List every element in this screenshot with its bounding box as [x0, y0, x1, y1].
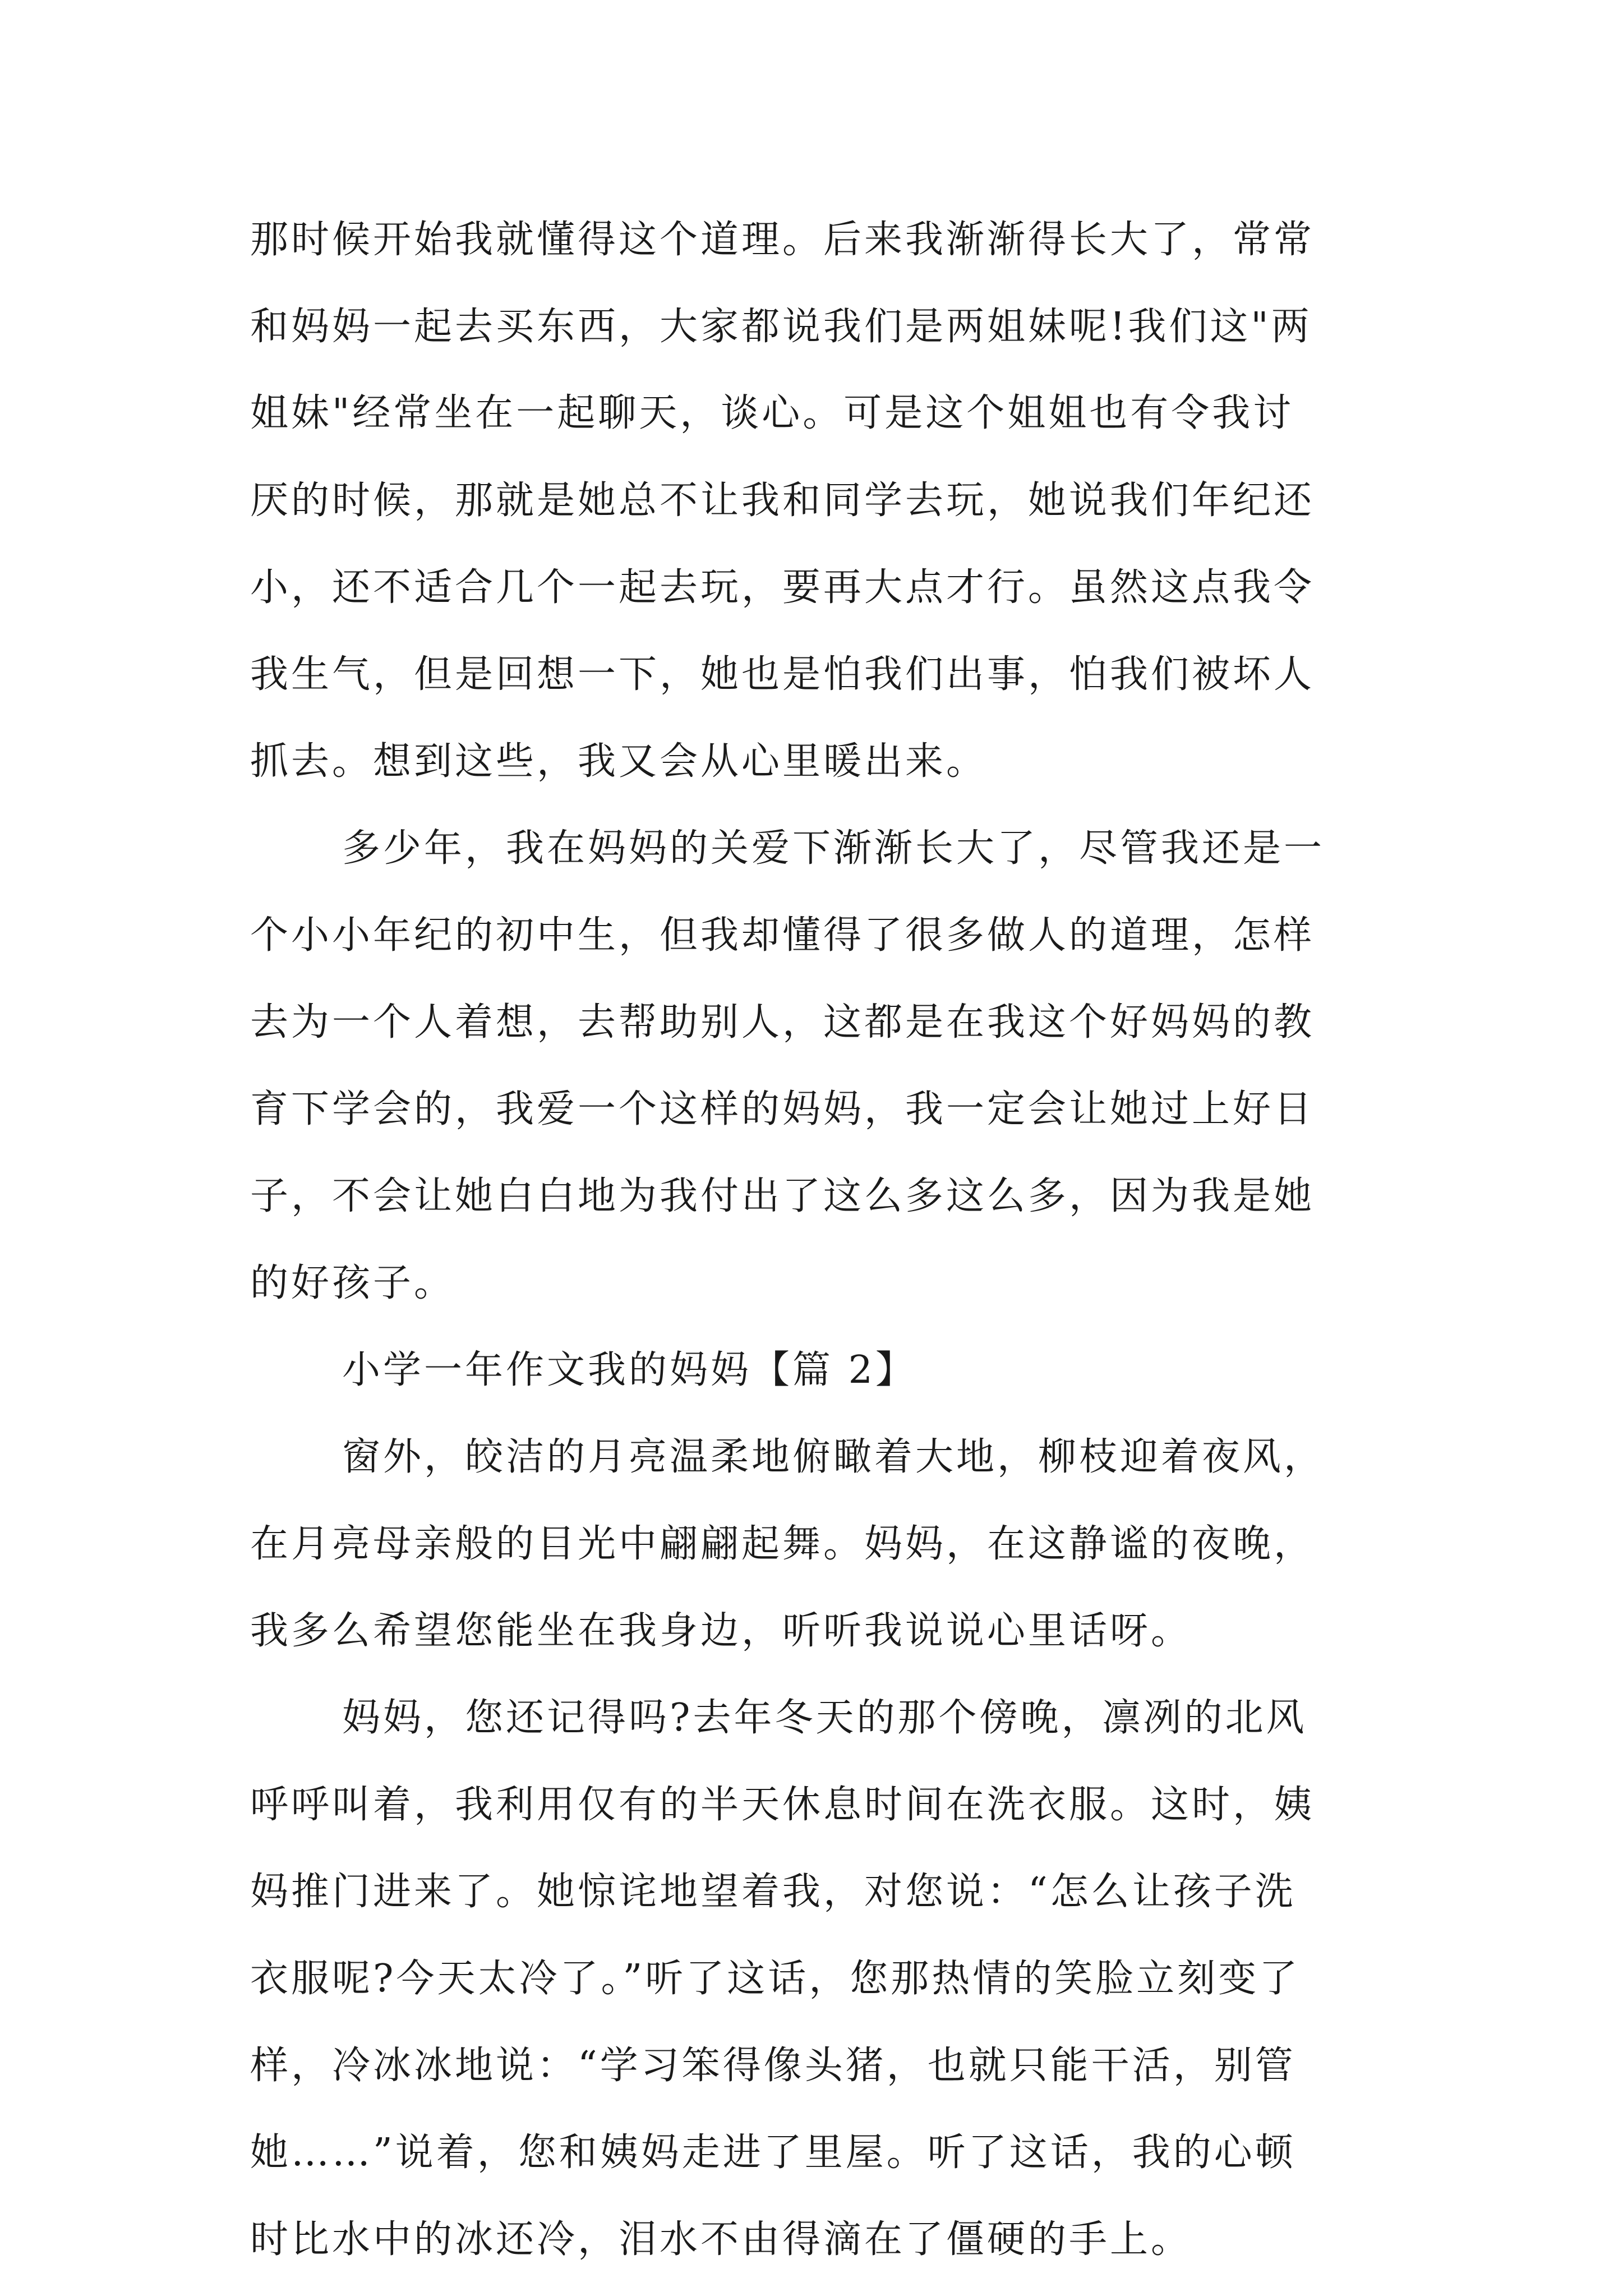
section-heading: 小学一年作文我的妈妈【篇 2】 — [342, 1348, 916, 1392]
text-line: 呼呼叫着，我利用仅有的半天休息时间在洗衣服。这时，姨 — [250, 1783, 1315, 1827]
text-line: 样，冷冰冰地说：“学习笨得像头猪，也就只能干活，别管 — [250, 2044, 1296, 2088]
text-line: 去为一个人着想，去帮助别人，这都是在我这个好妈妈的教 — [250, 1000, 1315, 1045]
text-line: 个小小年纪的初中生，但我却懂得了很多做人的道理，怎样 — [250, 913, 1315, 958]
paragraph-start-line: 妈妈，您还记得吗?去年冬天的那个傍晚，凛冽的北风 — [342, 1696, 1307, 1740]
text-line: 那时候开始我就懂得这个道理。后来我渐渐得长大了，常常 — [250, 218, 1315, 262]
text-line: 我多么希望您能坐在我身边，听听我说说心里话呀。 — [250, 1609, 1192, 1653]
text-line: 和妈妈一起去买东西，大家都说我们是两姐妹呢!我们这"两 — [250, 305, 1312, 349]
text-line: 的好孩子。 — [250, 1261, 455, 1305]
paragraph-start-line: 多少年，我在妈妈的关爱下渐渐长大了，尽管我还是一 — [342, 826, 1325, 871]
text-line: 育下学会的，我爱一个这样的妈妈，我一定会让她过上好日 — [250, 1087, 1315, 1131]
text-line: 衣服呢?今天太冷了。”听了这话，您那热情的笑脸立刻变了 — [250, 1957, 1301, 2001]
text-line: 她……”说着，您和姨妈走进了里屋。听了这话，我的心顿 — [250, 2131, 1296, 2175]
text-line: 在月亮母亲般的目光中翩翩起舞。妈妈，在这静谧的夜晚， — [250, 1522, 1315, 1566]
text-line: 抓去。想到这些，我又会从心里暖出来。 — [250, 739, 988, 784]
text-line: 妈推门进来了。她惊诧地望着我，对您说：“怎么让孩子洗 — [250, 1870, 1296, 1914]
text-line: 小，还不适合几个一起去玩，要再大点才行。虽然这点我令 — [250, 565, 1315, 610]
paragraph-start-line: 窗外，皎洁的月亮温柔地俯瞰着大地，柳枝迎着夜风， — [342, 1435, 1325, 1479]
text-line: 我生气，但是回想一下，她也是怕我们出事，怕我们被坏人 — [250, 652, 1315, 697]
text-line: 子，不会让她白白地为我付出了这么多这么多，因为我是她 — [250, 1174, 1315, 1218]
text-line: 厌的时候，那就是她总不让我和同学去玩，她说我们年纪还 — [250, 478, 1315, 523]
text-line: 姐妹"经常坐在一起聊天，谈心。可是这个姐姐也有令我讨 — [250, 391, 1294, 435]
text-line: 时比水中的冰还冷，泪水不由得滴在了僵硬的手上。 — [250, 2217, 1192, 2262]
